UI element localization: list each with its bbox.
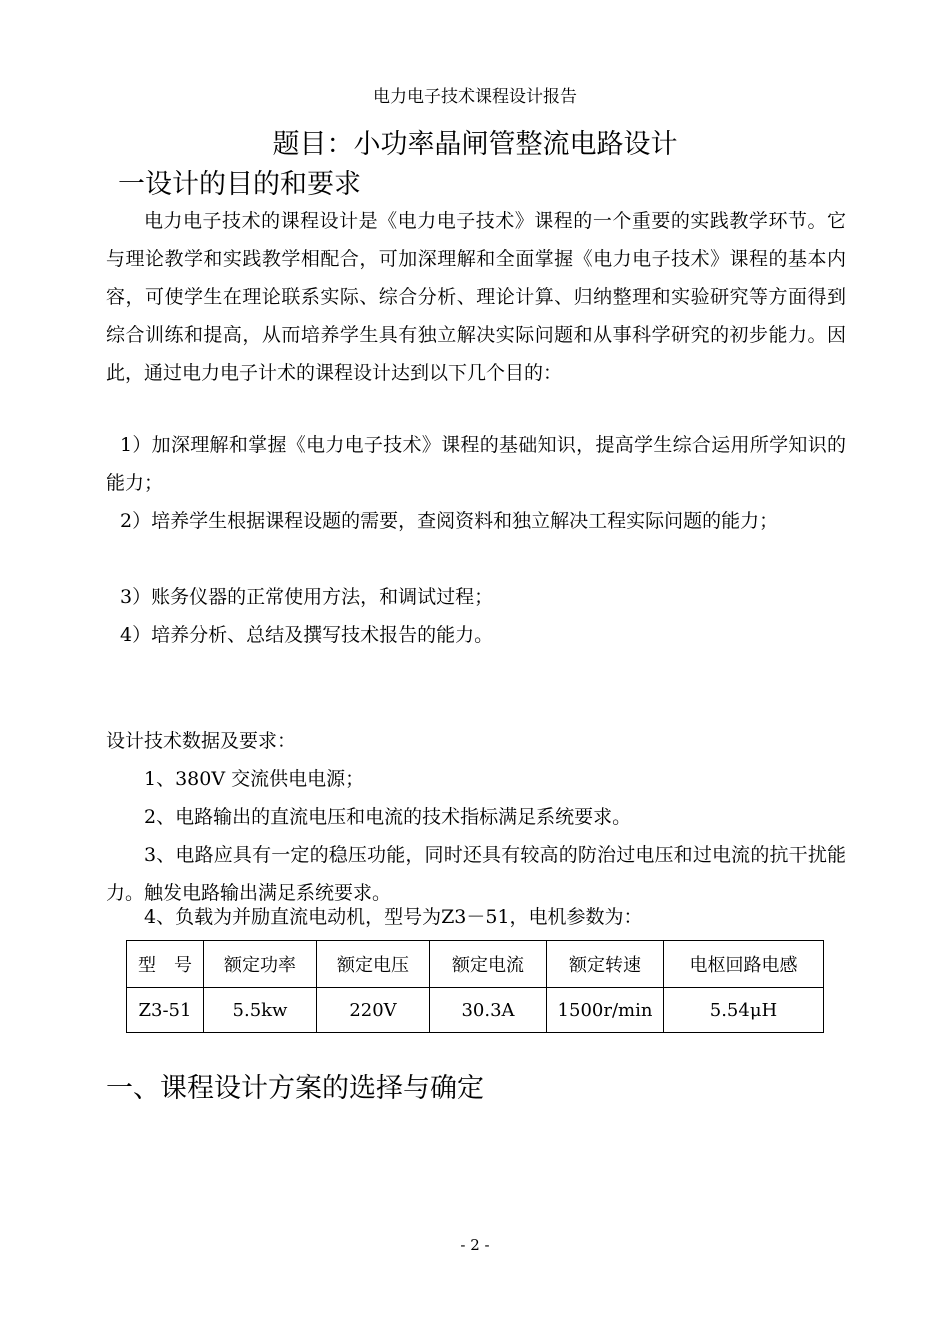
requirements-heading: 设计技术数据及要求： xyxy=(106,730,297,752)
requirement-item-2: 2、电路输出的直流电压和电流的技术指标满足系统要求。 xyxy=(144,806,632,828)
table-header-cell: 型 号 xyxy=(127,941,204,988)
requirement-item-1: 1、380V 交流供电电源； xyxy=(144,768,365,790)
table-header-cell: 额定电压 xyxy=(317,941,430,988)
motor-parameters-table xyxy=(126,940,824,1033)
requirement-item-4: 4、负载为并励直流电动机，型号为Z3－51，电机参数为： xyxy=(144,906,643,928)
table-row xyxy=(127,988,824,1033)
table-cell: 1500r/min xyxy=(547,988,664,1033)
running-header: 电力电子技术课程设计报告 xyxy=(373,87,577,107)
table-header-cell: 电枢回路电感 xyxy=(664,941,824,988)
table-header-cell: 额定电流 xyxy=(430,941,547,988)
goal-item-1: 1）加深理解和掌握《电力电子技术》课程的基础知识，提高学生综合运用所学知识的能力； xyxy=(106,434,846,494)
document-title: 题目：小功率晶闸管整流电路设计 xyxy=(272,129,678,160)
table-cell: 5.54μH xyxy=(664,988,824,1033)
goal-item-3: 3）账务仪器的正常使用方法，和调试过程； xyxy=(120,586,494,608)
requirement-item-3: 3、电路应具有一定的稳压功能，同时还具有较高的防治过电压和过电流的抗干扰能力。触发电路输出满足系统要求。 xyxy=(106,844,846,904)
table-cell: Z3-51 xyxy=(127,988,204,1033)
table-header-row xyxy=(127,941,824,988)
table-cell: 30.3A xyxy=(430,988,547,1033)
goal-item-2: 2）培养学生根据课程设题的需要，查阅资料和独立解决工程实际问题的能力； xyxy=(120,510,779,532)
page-number: - 2 - xyxy=(460,1236,490,1254)
table-header-cell: 额定转速 xyxy=(547,941,664,988)
section-heading-scheme: 一、课程设计方案的选择与确定 xyxy=(106,1073,484,1104)
table-header-cell: 额定功率 xyxy=(204,941,317,988)
table-cell: 220V xyxy=(317,988,430,1033)
goal-item-4: 4）培养分析、总结及撰写技术报告的能力。 xyxy=(120,624,494,646)
section-heading-goals: 一设计的目的和要求 xyxy=(118,169,361,200)
table-cell: 5.5kw xyxy=(204,988,317,1033)
intro-paragraph: 电力电子技术的课程设计是《电力电子技术》课程的一个重要的实践教学环节。它与理论教学和实践教学相配合，可加深理解和全面掌握《电力电子技术》课程的基本内容，可使学生在理论联系实际、综合分析、理论计算、归纳整理和实验研究等方面得到综合训练和提高，从而培养学生具有独立解决实际问题和从事科学研究的初步能力。因此，通过电力电子计术的课程设计达到以下几个目的： xyxy=(106,210,846,384)
